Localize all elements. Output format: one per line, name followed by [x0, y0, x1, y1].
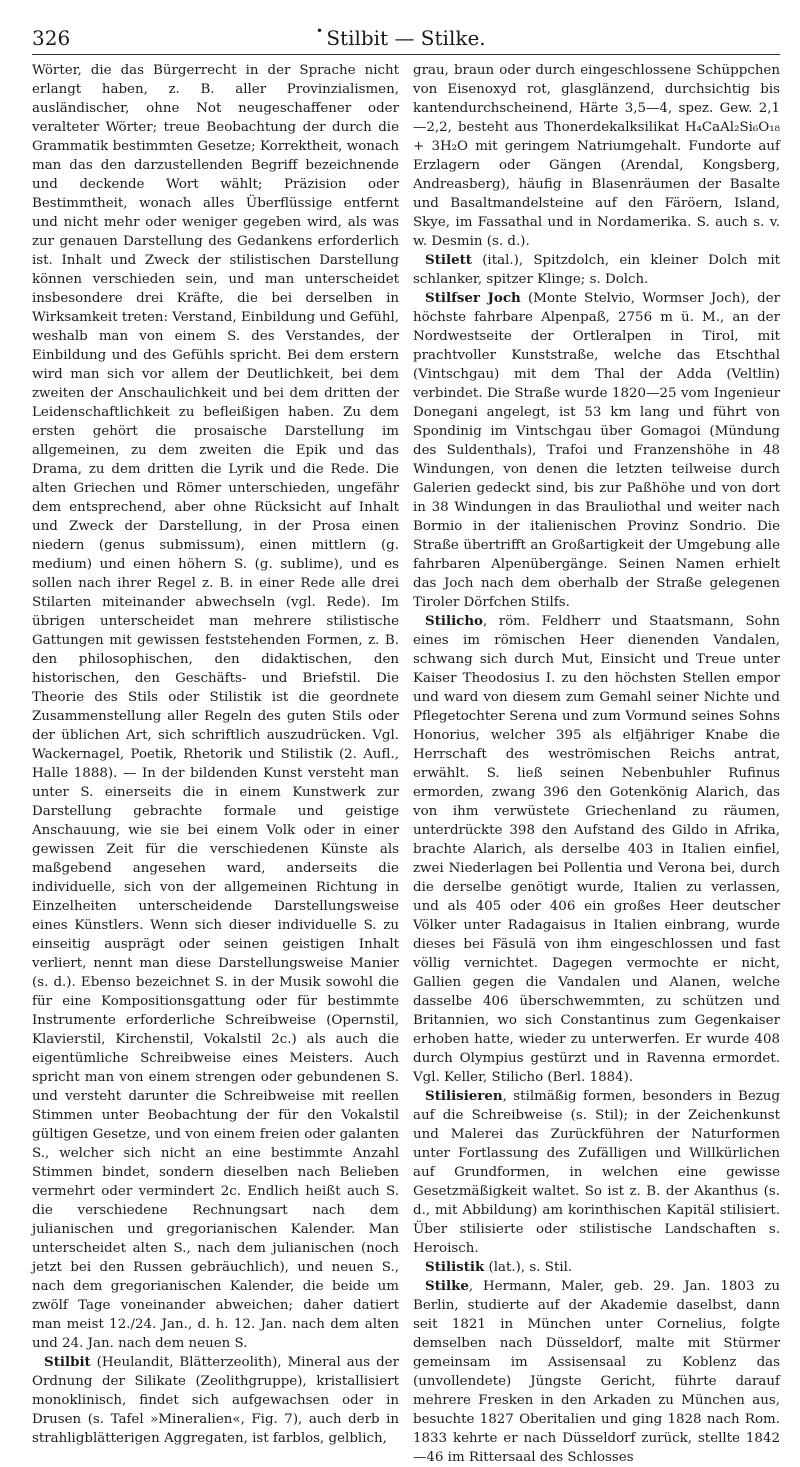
entry-text: , stilmäßig formen, besonders in Bezug auf die Schreibweise (s. Stil); in der Zeichenkunst und Malerei das Zurückführen der Naturformen unter Fortlassung des Zufälligen und Willkürlichen auf Grundformen, in welchen eine gewisse Gesetzmäßigkeit waltet. So ist z. B. der Akanthus (s. d., mit Abbildung) am korinthischen Kapitäl stilisiert. Über stilisierte oder stilistische Landschaften s. Heroisch. — [413, 1089, 780, 1256]
entry-continuation — [32, 61, 399, 1353]
entry-text: (ital.), Spitzdolch, ein kleiner Dolch mit schlanker, spitzer Klinge; s. Dolch. — [413, 253, 780, 287]
entry-continuation — [413, 61, 780, 251]
entry-lemma: Stilisieren — [425, 1088, 503, 1104]
left-column — [32, 61, 399, 1467]
entry-lemma: Stilicho — [425, 613, 483, 629]
entry-text: , Hermann, Maler, geb. 29. Jan. 1803 zu Berlin, studierte auf der Akademie daselbst, dann seit 1821 in München unter Cornelius, folgte demselben nach Düsseldorf, malte mit Stürmer gemeinsam im Assisensaal zu Koblenz das (unvollendete) Jüngste Gericht, führte darauf mehrere Fresken in den Arkaden zu München aus, besuchte 1827 Oberitalien und ging 1828 nach Rom. 1833 kehrte er nach Düsseldorf zurück, stellte 1842—46 im Rittersaal des Schlosses — [413, 1279, 780, 1465]
entry-stilke — [413, 1277, 780, 1467]
entry-lemma: Stilett — [425, 252, 472, 268]
entry-text: (Monte Stelvio, Wormser Joch), der höchste fahrbare Alpenpaß, 2756 m ü. M., an der Nordwestseite der Ortleralpen in Tirol, mit prachtvoller Kunststraße, welche das Etschthal (Vintschgau) mit dem Thal der Adda (Veltlin) verbindet. Die Straße wurde 1820—25 vom Ingenieur Donegani angelegt, ist 53 km lang und führt von Spondinig im Vintschgau über Gomagoi (Mündung des Suldenthals), Trafoi und Franzenshöhe in 48 Windungen, von denen die letzten teilweise durch Galerien gedeckt sind, bis zur Paßhöhe und von dort in 38 Windungen in das Brauliothal und weiter nach Bormio in der italienischen Provinz Sondrio. Die Straße übertrifft an Großartigkeit der Umgebung alle fahrbaren Alpenübergänge. Seinen Namen erhielt das Joch nach dem oberhalb der Straße gelegenen Tiroler Dörfchen Stilfs. — [413, 291, 780, 610]
page-header — [32, 20, 780, 55]
page-number: 326 — [32, 26, 71, 50]
entry-text: (Heulandit, Blätterzeolith), Mineral aus der Ordnung der Silikate (Zeolithgruppe), kristallisiert monoklinisch, findet sich aufgewachsen oder in Drusen (s. Tafel »Mineralien«, Fig. 7), auch derb in strahligblätterigen Aggregaten, ist farblos, gelblich, — [32, 1355, 399, 1446]
entry-lemma: Stilistik — [425, 1259, 485, 1275]
entry-lemma: Stilfser Joch — [425, 290, 521, 306]
entry-stilbit — [32, 1353, 399, 1448]
entry-text: (lat.), s. Stil. — [484, 1260, 573, 1275]
entry-lemma: Stilke — [425, 1278, 469, 1294]
entry-text: grau, braun oder durch eingeschlossene Schüppchen von Eisenoxyd rot, glasglänzend, durchsichtig bis kantendurchscheinend, Härte 3,5—4, spez. Gew. 2,1—2,2, besteht aus Thonerdekalksilikat H₄CaAl₂Si₆O₁₈ + 3H₂O mit geringem Natriumgehalt. Fundorte auf Erzlagern oder Gängen (Arendal, Kongsberg, Andreasberg), häufig in Blasenräumen der Basalte und Basaltmandelsteine auf den Färöern, Island, Skye, im Fassathal und in Nordamerika. S. auch s. v. w. Desmin (s. d.). — [413, 63, 780, 249]
entry-text: Wörter, die das Bürgerrecht in der Sprache nicht erlangt haben, z. B. aller Provinzialismen, ausländischer, ohne Not neugeschaffener oder veralteter Wörter; treue Beobachtung der durch die Grammatik bestimmten Gesetze; Korrektheit, wonach man das den darzustellenden Begriff bezeichnende und deckende Wort wählt; Präzision oder Bestimmtheit, wonach alles Überflüssige entfernt und nicht mehr oder weniger gegeben wird, als was zur genauen Darstellung des Gedankens erforderlich ist. Inhalt und Zweck der stilistischen Darstellung können verschieden sein, und man unterscheidet insbesondere drei Kräfte, die bei derselben in Wirksamkeit treten: Verstand, Einbildung und Gefühl, weshalb man von einem S. des Verstandes, der Einbildung und des Gefühls spricht. Bei dem erstern wird man sich vor allem der Deutlichkeit, bei dem zweiten der Anschaulichkeit und bei dem dritten der Leidenschaftlichkeit zu befleißigen haben. Zu dem ersten gehört die prosaische Darstellung im allgemeinen, zu dem zweiten die Epik und das Drama, zu dem dritten die Lyrik und die Rede. Die alten Griechen und Römer unterschieden, ungefähr dem entsprechend, aber ohne Rücksicht auf Inhalt und Zweck der Darstellung, in der Prosa einen niedern (genus submissum), einen mittlern (g. medium) und einen höhern S. (g. sublime), und es sollen nach ihrer Regel z. B. in einer Rede alle drei Stilarten miteinander abwechseln (vgl. Rede). Im übrigen unterscheidet man mehrere stilistische Gattungen mit gewissen feststehenden Formen, z. B. den philosophischen, den didaktischen, den historischen, den Geschäfts- und Briefstil. Die Theorie des Stils oder Stilistik ist die geordnete Zusammenstellung aller Regeln des guten Stils oder der üblichen Art, sich schriftlich auszudrücken. Vgl. Wackernagel, Poetik, Rhetorik und Stilistik (2. Aufl., Halle 1888). — In der bildenden Kunst versteht man unter S. einerseits die in einem Kunstwerk zur Darstellung gebrachte formale und geistige Anschauung, wie sie bei einem Volk oder in einer gewissen Zeit für die verschiedenen Künste als maßgebend angesehen ward, anderseits die individuelle, sich von der allgemeinen Richtung in Einzelheiten unterscheidende Darstellungsweise eines Künstlers. Wenn sich dieser individuelle S. zu einseitig ausprägt oder seinen geistigen Inhalt verliert, nennt man diese Darstellungsweise Manier (s. d.). Ebenso bezeichnet S. in der Musik sowohl die für eine Kompositionsgattung oder für bestimmte Instrumente erforderliche Schreibweise (Opernstil, Klavierstil, Kirchenstil, Vokalstil 2c.) als auch die eigentümliche Schreibweise eines Meisters. Auch spricht man von einem strengen oder gebundenen S. und versteht darunter die Schreibweise mit reellen Stimmen unter Beobachtung der für den Vokalstil gültigen Gesetze, und von einem freien oder galanten S., welcher sich nicht an eine bestimmte Anzahl Stimmen bindet, sondern dieselben nach Belieben vermehrt oder vermindert 2c. Endlich heißt auch S. die verschiedene Rechnungsart nach dem julianischen und gregorianischen Kalender. Man unterscheidet alten S., nach dem julianischen (noch jetzt bei den Russen gebräuchlich), und neuen S., nach dem gregorianischen Kalender, die beide um zwölf Tage voneinander abweichen; daher datiert man meist 12./24. Jan., d. h. 12. Jan. nach dem alten und 24. Jan. nach dem neuen S. — [32, 63, 399, 1351]
header-mark: • — [316, 24, 324, 38]
entry-stilistik — [413, 1258, 780, 1277]
entry-stilicho — [413, 612, 780, 1087]
text-columns — [32, 61, 780, 1467]
entry-stilfser-joch — [413, 289, 780, 612]
right-column — [413, 61, 780, 1467]
running-title: Stilbit — Stilke. — [326, 26, 486, 50]
entry-lemma: Stilbit — [44, 1354, 91, 1370]
entry-stilett — [413, 251, 780, 289]
entry-stilisieren — [413, 1087, 780, 1258]
entry-text: , röm. Feldherr und Staatsmann, Sohn eines im römischen Heer dienenden Vandalen, schwang sich durch Mut, Einsicht und Treue unter Kaiser Theodosius I. zu den höchsten Stellen empor und ward von diesem zum Gemahl seiner Nichte und Pflegetochter Serena und zum Vormund seines Sohns Honorius, welcher 395 als elfjähriger Knabe die Herrschaft des weströmischen Reichs antrat, erwählt. S. ließ seinen Nebenbuhler Rufinus ermorden, zwang 396 den Gotenkönig Alarich, das von ihm verwüstete Griechenland zu räumen, unterdrückte 398 den Aufstand des Gildo in Afrika, brachte Alarich, als derselbe 403 in Italien einfiel, zwei Niederlagen bei Pollentia und Verona bei, durch die derselbe genötigt wurde, Italien zu verlassen, und als 405 oder 406 ein großes Heer deutscher Völker unter Radagaisus in Italien einbrang, wurde dieses bei Fäsulä von ihm eingeschlossen und fast völlig vernichtet. Dagegen vermochte er nicht, Gallien gegen die Vandalen und Alanen, welche dasselbe 406 überschwemmten, zu schützen und Britannien, wo sich Constantinus zum Gegenkaiser erhoben hatte, wieder zu unterwerfen. Er wurde 408 durch Olympius gestürzt und in Ravenna ermordet. Vgl. Keller, Stilicho (Berl. 1884). — [413, 614, 780, 1085]
